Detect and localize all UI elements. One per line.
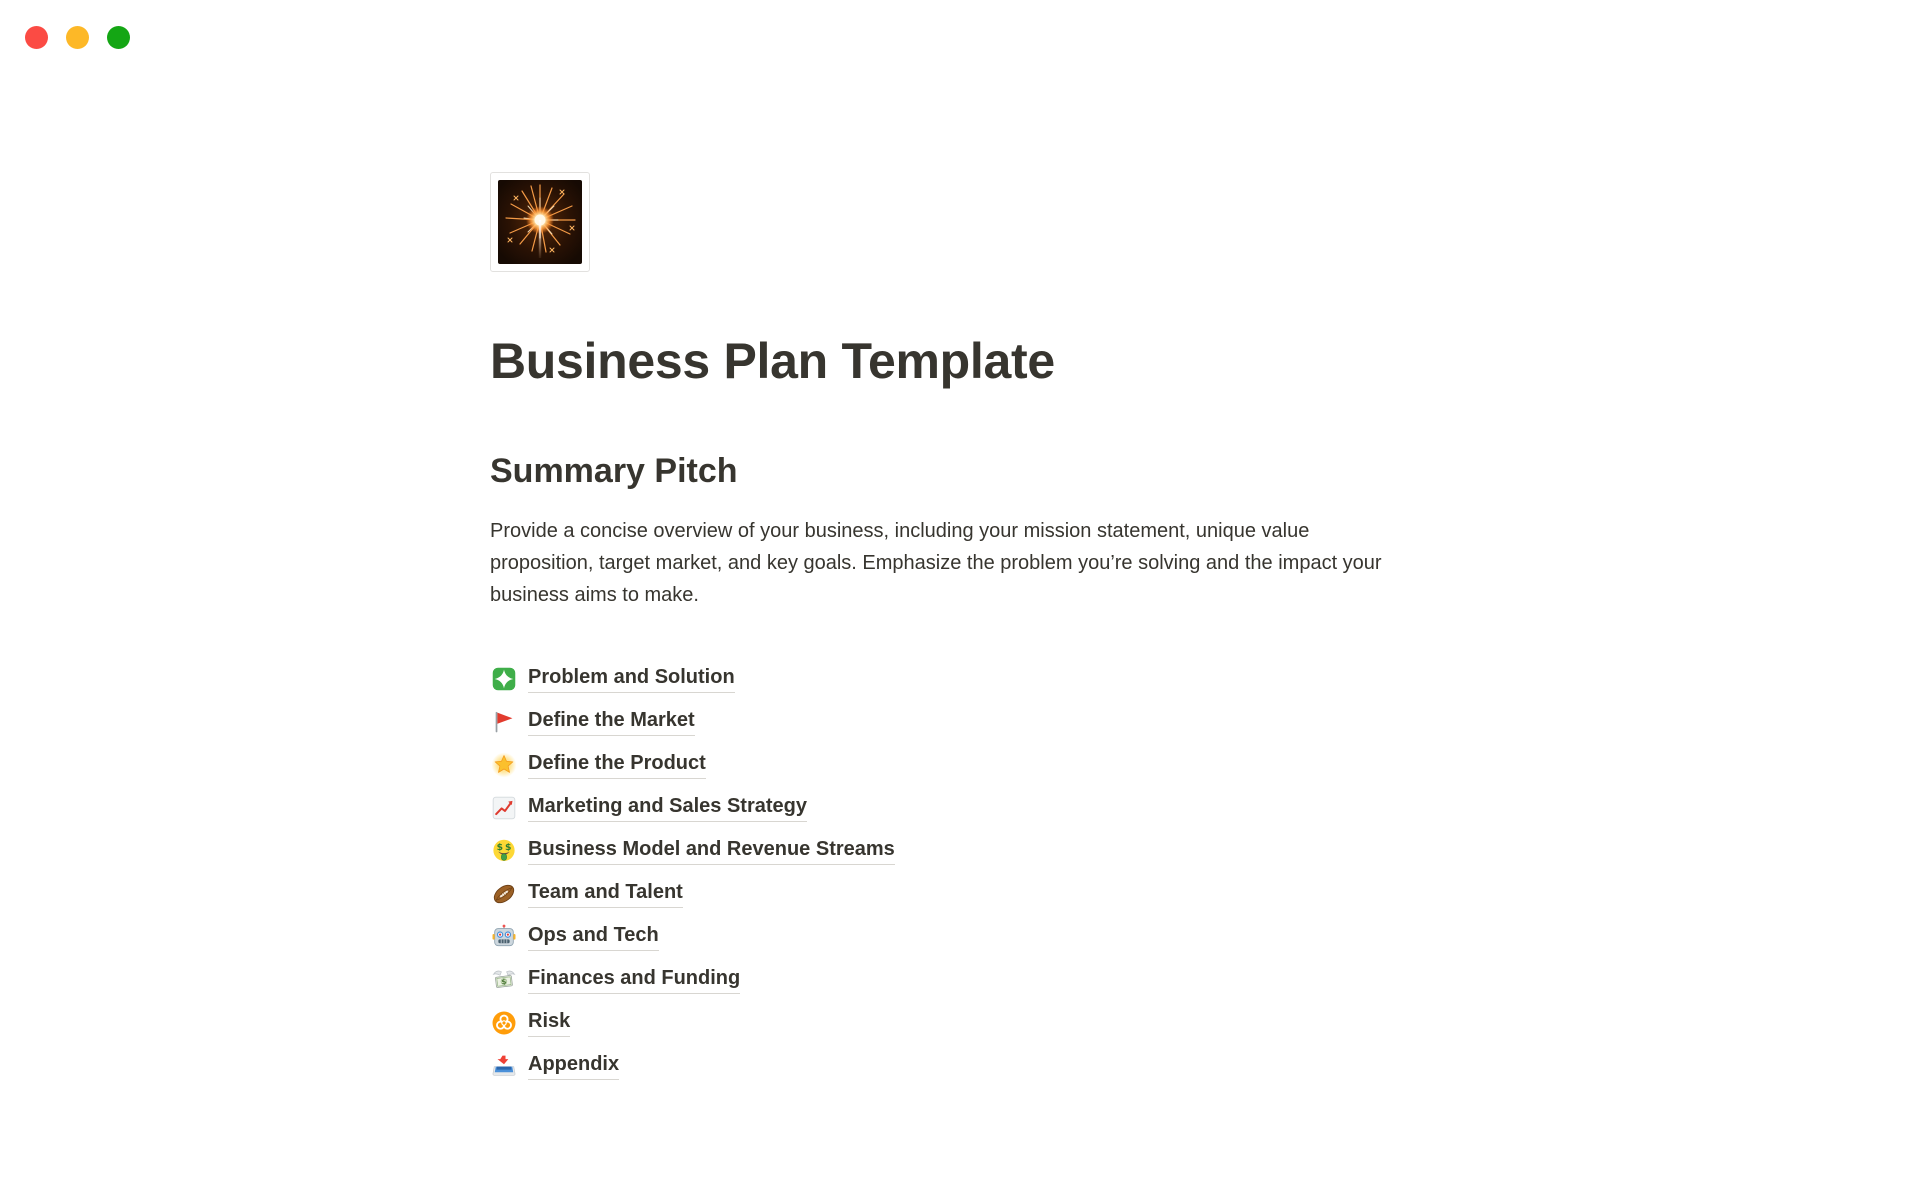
glowing-star-icon [490, 751, 517, 778]
american-football-icon [490, 880, 517, 907]
biohazard-icon [490, 1009, 517, 1036]
page-link-label: Finances and Funding [528, 966, 740, 994]
money-with-wings-icon [490, 966, 517, 993]
minimize-button[interactable] [66, 26, 89, 49]
robot-icon [490, 923, 517, 950]
page-link-label: Business Model and Revenue Streams [528, 837, 895, 865]
page-links [490, 657, 1420, 1087]
zoom-button[interactable] [107, 26, 130, 49]
page-title: Business Plan Template [490, 333, 1055, 389]
page-content [490, 172, 1420, 1087]
page-link-label: Problem and Solution [528, 665, 735, 693]
window-controls [25, 26, 130, 49]
summary-paragraph: Provide a concise overview of your business, including your mission statement, unique value proposition, target market, and key goals. Emphasize the problem you’re solving and the impact your business aims to make. [490, 520, 1382, 607]
page-icon-sparkler[interactable] [490, 172, 590, 272]
page-link-label: Appendix [528, 1052, 619, 1080]
svg-text:$: $ [496, 842, 503, 854]
sparkler-image-icon [498, 180, 582, 264]
page-link-team-and-talent[interactable] [490, 872, 683, 915]
close-button[interactable] [25, 26, 48, 49]
page-link-label: Define the Market [528, 708, 695, 736]
triangular-flag-icon [490, 708, 517, 735]
svg-text:$: $ [504, 842, 511, 854]
page-link-define-the-product[interactable] [490, 743, 706, 786]
page-link-label: Marketing and Sales Strategy [528, 794, 807, 822]
section-heading-summary-pitch: Summary Pitch [490, 452, 738, 490]
page-link-business-model-and-revenue-streams[interactable] [490, 829, 895, 872]
page-link-label: Team and Talent [528, 880, 683, 908]
page-link-appendix[interactable] [490, 1044, 619, 1087]
page-link-finances-and-funding[interactable] [490, 958, 740, 1001]
page-link-label: Ops and Tech [528, 923, 659, 951]
page-link-label: Define the Product [528, 751, 706, 779]
page-link-define-the-market[interactable] [490, 700, 695, 743]
page-link-problem-and-solution[interactable] [490, 657, 735, 700]
page-link-risk[interactable] [490, 1001, 570, 1044]
sparkle-icon [490, 665, 517, 692]
page-link-marketing-and-sales-strategy[interactable] [490, 786, 807, 829]
page-link-label: Risk [528, 1009, 570, 1037]
page-link-ops-and-tech[interactable] [490, 915, 659, 958]
money-mouth-face-icon [490, 837, 517, 864]
svg-text:$: $ [500, 976, 507, 987]
chart-increasing-icon [490, 794, 517, 821]
inbox-tray-icon [490, 1052, 517, 1079]
